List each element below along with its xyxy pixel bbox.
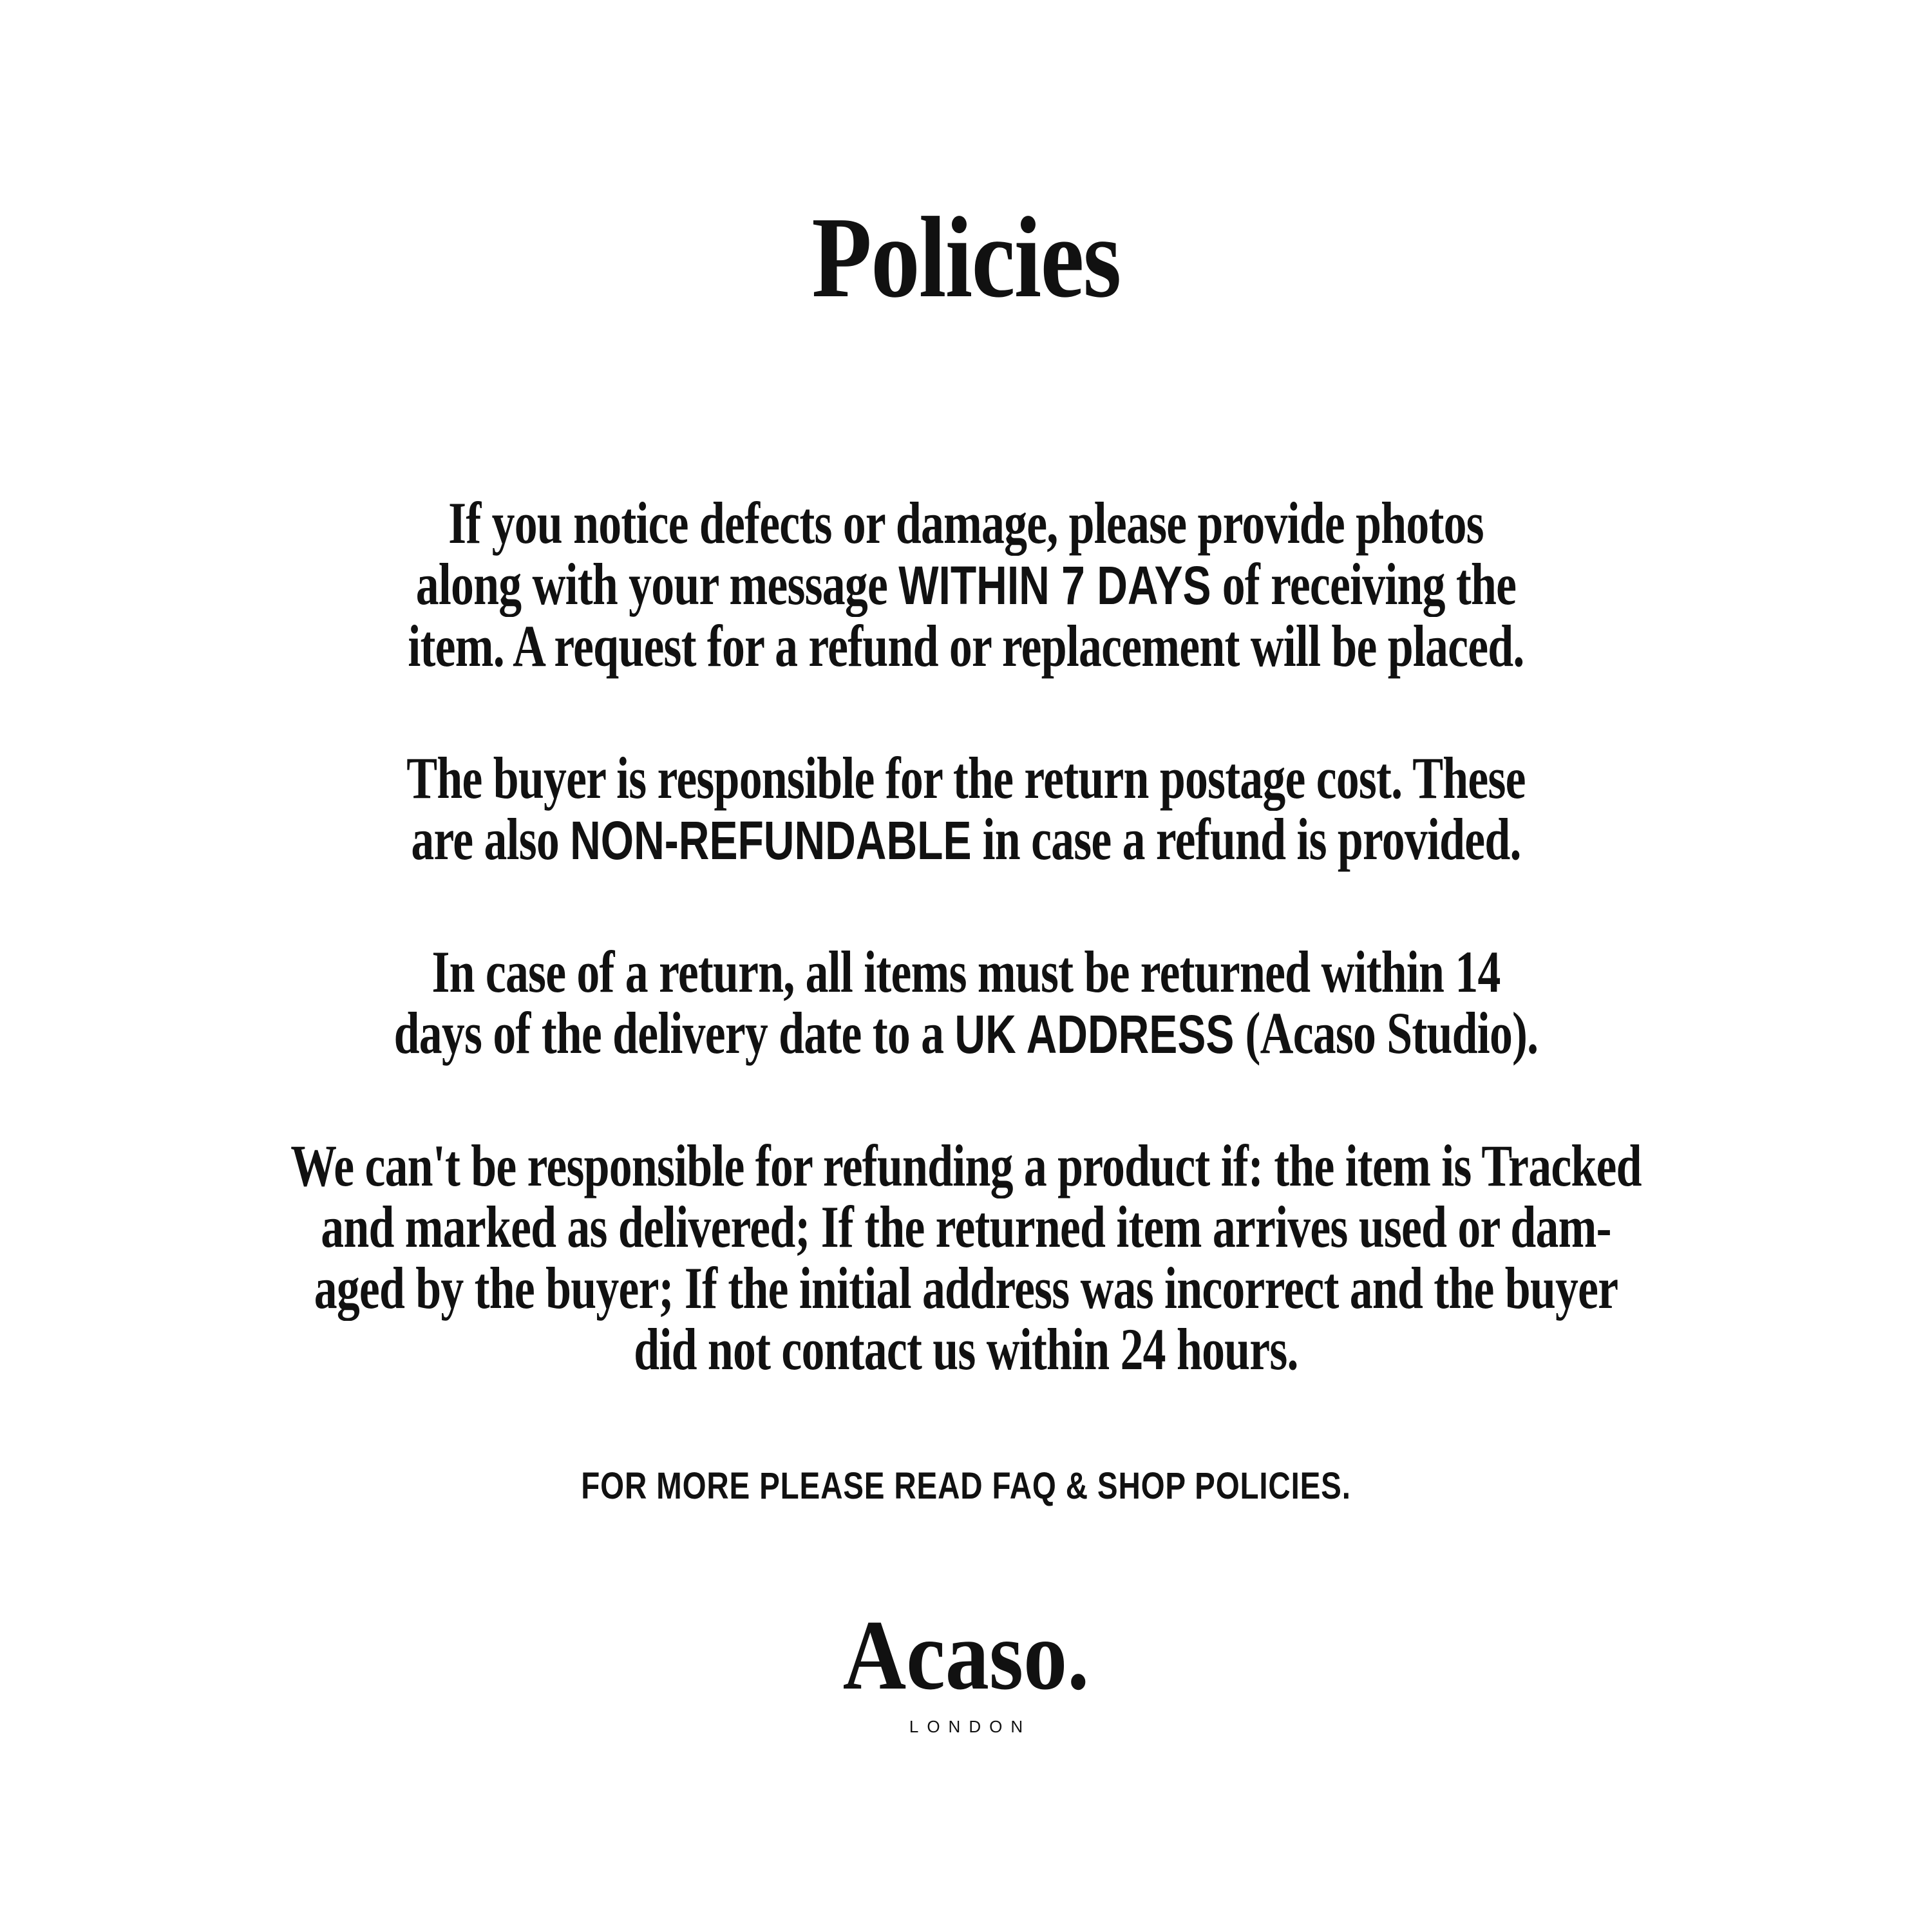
policy-line — [213, 1194, 1719, 1260]
policy-line — [213, 939, 1719, 1005]
policy-text: The buyer is responsible for the return postage cost. These — [406, 745, 1526, 811]
brand-logo — [0, 1600, 1932, 1736]
policy-text: We can't be responsible for refunding a product if: the item is Tracked — [290, 1133, 1642, 1198]
policy-line — [213, 1000, 1719, 1066]
policy-line — [213, 806, 1719, 872]
policy-line — [213, 613, 1719, 679]
policy-text: are also — [411, 806, 571, 872]
policy-line — [213, 1255, 1719, 1321]
policy-text: If you notice defects or damage, please provide photos — [448, 490, 1484, 556]
footer-note: FOR MORE PLEASE READ FAQ & SHOP POLICIES. — [581, 1465, 1351, 1507]
policy-text: did not contact us within 24 hours. — [634, 1316, 1298, 1382]
policy-paragraph — [0, 1135, 1932, 1380]
policy-paragraph — [0, 745, 1932, 872]
policy-text: In case of a return, all items must be returned within 14 — [431, 939, 1501, 1005]
policy-line — [213, 745, 1719, 811]
policy-text: days of the delivery date to a — [393, 1000, 955, 1066]
highlighted-term: WITHIN 7 DAYS — [898, 554, 1211, 616]
highlighted-term: NON-REFUNDABLE — [570, 810, 972, 871]
highlighted-term: UK ADDRESS — [954, 1003, 1235, 1065]
policy-text: item. A request for a refund or replacement will be placed. — [408, 613, 1524, 679]
policy-text: aged by the buyer; If the initial address was incorrect and the buyer — [314, 1255, 1618, 1321]
policy-text: in case a refund is provided. — [971, 806, 1521, 872]
policy-line — [213, 1135, 1719, 1197]
policy-line — [213, 1316, 1719, 1382]
policy-paragraph — [0, 939, 1932, 1066]
policy-text: (Acaso Studio). — [1234, 1000, 1539, 1066]
policy-line — [213, 551, 1719, 617]
page-title: Policies — [811, 193, 1121, 321]
brand-logo-city: LONDON — [909, 1717, 1032, 1736]
policy-paragraph — [0, 490, 1932, 679]
policy-text: of receiving the — [1211, 551, 1517, 617]
policy-text: and marked as delivered; If the returned item arrives used or dam- — [321, 1194, 1611, 1260]
policy-paragraphs — [0, 490, 1932, 1382]
policy-line — [213, 490, 1719, 556]
policy-text: along with your message — [415, 551, 899, 617]
brand-logo-name: Acaso. — [842, 1600, 1090, 1710]
policies-page — [0, 193, 1932, 1932]
